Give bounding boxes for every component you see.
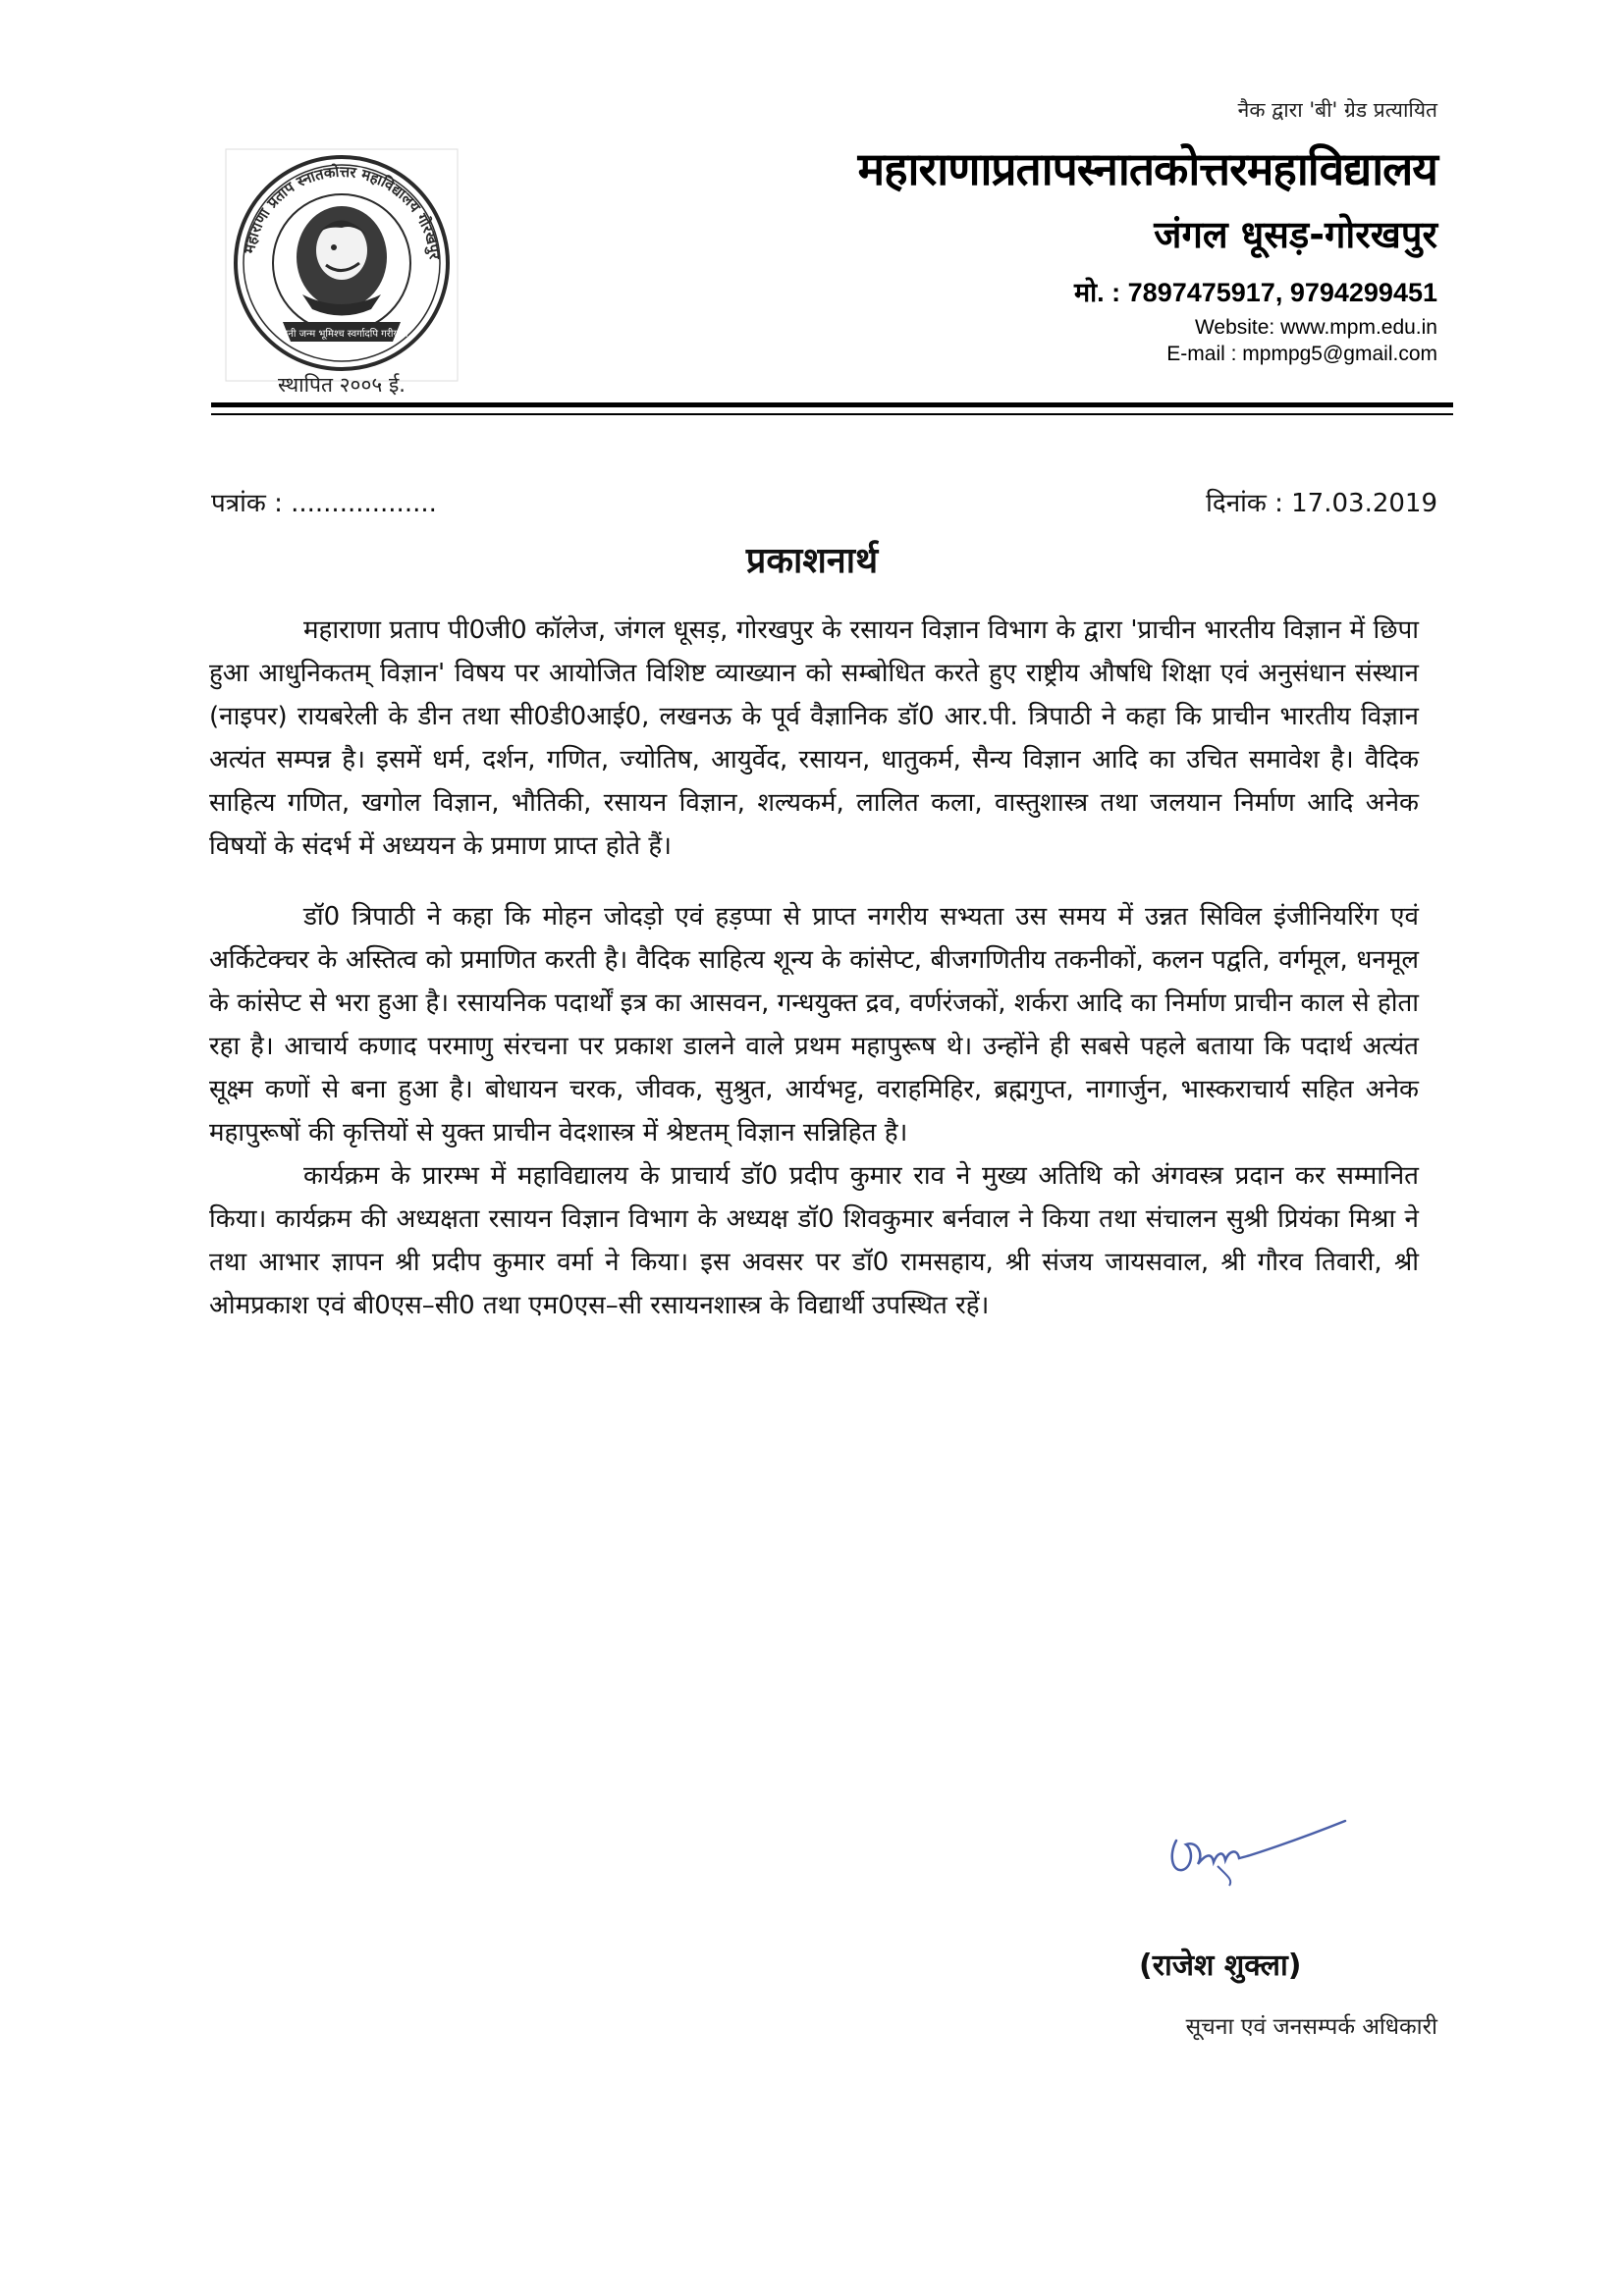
letter-body [209,609,1419,1327]
header-rule-thick [211,402,1453,407]
body-paragraph-3: कार्यक्रम के प्रारम्भ में महाविद्यालय के प्राचार्य डॉ0 प्रदीप कुमार राव ने मुख्य अतिथि को अंगवस्त्र प्रदान कर सम्मानित किया। कार्यक्रम की अध्यक्षता रसायन विज्ञान विभाग के अध्यक्ष डॉ0 शिवकुमार बर्नवाल ने किया तथा संचालन सुश्री प्रियंका मिश्रा ने तथा आभार ज्ञापन श्री प्रदीप कुमार वर्मा ने किया। इस अवसर पर डॉ0 रामसहाय, श्री संजय जायसवाल, श्री गौरव तिवारी, श्री ओमप्रकाश एवं बी0एस–सी0 तथा एम0एस–सी रसायनशास्त्र के विद्यार्थी उपस्थित रहें। [209,1161,1419,1320]
contact-website: Website: www.mpm.edu.in [1194,316,1437,339]
page-title: प्रकाशनार्थ [745,541,879,581]
college-location: जंगल धूसड़-गोरखपुर [1154,213,1437,256]
signature [1159,1811,1355,1890]
college-emblem-icon [224,147,460,383]
contact-phone: मो. : 7897475917, 9794299451 [1074,278,1437,307]
body-paragraph-2: डॉ0 त्रिपाठी ने कहा कि मोहन जोदड़ो एवं हड़प्पा से प्राप्त नगरीय सभ्यता उस समय में उन्नत सिविल इंजीनियरिंग एवं अर्किटेक्चर के अस्तित्व को प्रमाणित करती है। वैदिक साहित्य शून्य के कांसेप्ट, बीजगणितीय तकनीकों, कलन पद्वति, वर्गमूल, धनमूल के कांसेप्ट से भरा हुआ है। रसायनिक पदार्थों इत्र का आसवन, गन्धयुक्त द्रव, वर्णरंजकों, शर्करा आदि का निर्माण प्राचीन काल से होता रहा है। आचार्य कणाद परमाणु संरचना पर प्रकाश डालने वाले प्रथम महापुरूष थे। उन्होंने ही सबसे पहले बताया कि पदार्थ अत्यंत सूक्ष्म कणों से बना हुआ है। बोधायन चरक, जीवक, सुश्रुत, आर्यभट्ट, वराहमिहिर, ब्रह्मगुप्त, नागार्जुन, भास्कराचार्य सहित अनेक महापुरूषों की कृत्तियों से युक्त प्राचीन वेदशास्त्र में श्रेष्टतम् विज्ञान सन्निहित है। [209,902,1419,1148]
logo-ring-text: महाराणा प्रताप स्नातकोत्तर महाविद्यालय गोरखपुर [240,162,444,260]
header-rule-thin [211,413,1453,415]
handwritten-signature-icon [1159,1811,1355,1890]
college-name: महाराणाप्रतापस्नातकोत्तरमहाविद्यालय [857,142,1437,195]
letter-date: दिनांक : 17.03.2019 [1206,489,1437,518]
accreditation-note: नैक द्वारा 'बी' ग्रेड प्रत्यायित [1237,98,1437,122]
signer-name: (राजेश शुक्ला) [1139,1949,1302,1983]
logo-motto: जननी जन्म भूमिश्च स्वर्गादपि गरीयसी [275,329,408,340]
contact-email: E-mail : mpmpg5@gmail.com [1166,343,1437,365]
logo-established: स्थापित २००५ ई. [278,373,406,397]
signer-title: सूचना एवं जनसम्पर्क अधिकारी [1185,2014,1437,2040]
reference-number: पत्रांक : .................. [211,489,437,518]
body-paragraph-1: महाराणा प्रताप पी0जी0 कॉलेज, जंगल धूसड़, गोरखपुर के रसायन विज्ञान विभाग के द्वारा 'प्राचीन भारतीय विज्ञान में छिपा हुआ आधुनिकतम् विज्ञान' विषय पर आयोजित विशिष्ट व्याख्यान को सम्बोधित करते हुए राष्ट्रीय औषधि शिक्षा एवं अनुसंधान संस्थान (नाइपर) रायबरेली के डीन तथा सी0डी0आई0, लखनऊ के पूर्व वैज्ञानिक डॉ0 आर.पी. त्रिपाठी ने कहा कि प्राचीन भारतीय विज्ञान अत्यंत सम्पन्न है। इसमें धर्म, दर्शन, गणित, ज्योतिष, आयुर्वेद, रसायन, धातुकर्म, सैन्य विज्ञान आदि का उचित समावेश है। वैदिक साहित्य गणित, खगोल विज्ञान, भौतिकी, रसायन विज्ञान, शल्यकर्म, लालित कला, वास्तुशास्त्र तथा जलयान निर्माण आदि अनेक विषयों के संदर्भ में अध्ययन के प्रमाण प्राप्त होते हैं। [209,615,1419,861]
